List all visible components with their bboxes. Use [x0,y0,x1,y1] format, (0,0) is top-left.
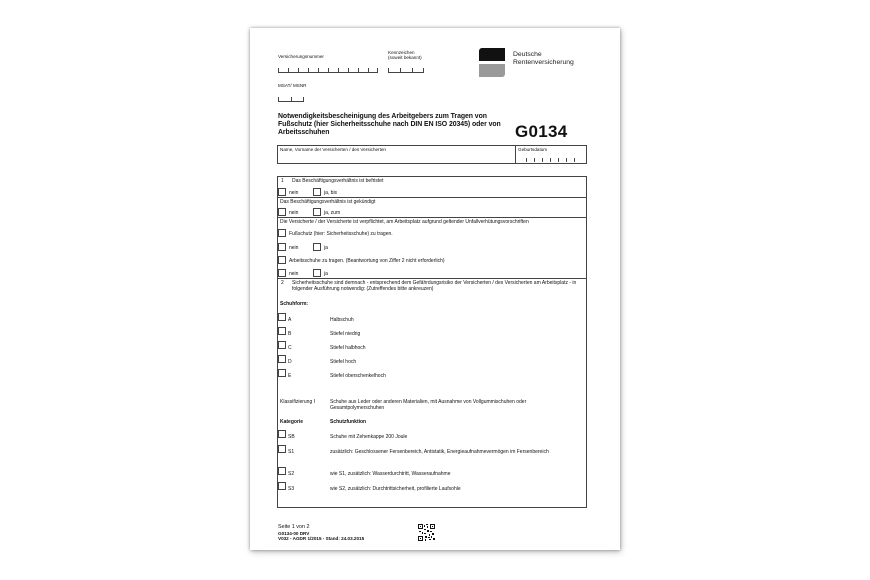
schuhform-c-checkbox[interactable] [278,341,286,349]
gekuendigt-nein-label: nein [289,210,299,216]
name-field-box[interactable] [277,145,587,164]
form-title: Notwendigkeitsbescheinigung des Arbeitgebers zum Tragen von Fußschutz (hier Sicherheitsschuhe nach DIN EN ISO 20345) oder von Arbeitsschuhen [278,113,501,136]
kategorie-label: Kategorie [280,419,304,425]
arbeitsschuhe-checkbox[interactable] [278,256,286,264]
kategorie-s2-code: S2 [288,471,295,477]
page-number: Seite 1 von 2 [278,524,310,530]
arbeitsschuhe-nein-label: nein [289,271,299,277]
section-1-number: 1 [281,178,284,184]
schuhform-a-checkbox[interactable] [278,313,286,321]
versicherungsnummer-label: Versicherungsnummer [278,54,324,59]
footer-code: G0134-00 DRV [278,531,310,536]
schuhform-a-code: A [288,317,292,323]
schuhform-a-desc: Halbschuh [330,317,354,323]
name-label: Name, Vorname der Versicherten / des Versicherten [280,147,386,152]
schuhform-b-checkbox[interactable] [278,327,286,335]
kategorie-s1-checkbox[interactable] [278,445,286,453]
divider [278,197,586,198]
section-divider [278,278,586,279]
schuhform-label: Schuhform: [280,301,309,307]
schuhform-c-desc: Stiefel halbhoch [330,345,366,351]
fussschutz-label: Fußschutz (hier: Sicherheitsschuhe) zu tragen. [289,231,393,237]
gekuendigt-label: Das Beschäftigungsverhältnis ist gekündigt [280,199,376,205]
kategorie-s3-checkbox[interactable] [278,482,286,490]
kategorie-s3-code: S3 [288,486,295,492]
befristet-ja-checkbox[interactable] [313,188,321,196]
drv-logo-top-icon [479,48,505,61]
form-sheet [250,28,620,550]
fussschutz-checkbox[interactable] [278,229,286,237]
schuhform-d-checkbox[interactable] [278,355,286,363]
kennzeichen-field[interactable] [388,65,424,73]
schuhform-d-code: D [288,359,292,365]
logo-line-1: Deutsche [513,51,542,58]
section-2-intro: Sicherheitsschuhe sind demnach - entsprechend dem Gefährdungsrisiko der Versicherten / des Versicherten am Arbeitsplatz - in folgender Ausführung notwendig: (Zutreffendes bitte ankreuzen) [292,280,577,292]
befristet-nein-checkbox[interactable] [278,188,286,196]
msat-field[interactable] [278,94,304,102]
kategorie-s1-code: S1 [288,449,295,455]
kategorie-sb-checkbox[interactable] [278,430,286,438]
qr-code-icon [418,524,435,541]
kategorie-s1-desc: zusätzlich: Geschlossener Fersenbereich, Antistatik, Energieaufnahmevermögen im Fersenbereich [330,449,549,455]
drv-logo-bottom-icon [479,64,505,77]
fussschutz-ja-label: ja [324,245,328,251]
arbeitsschuhe-label: Arbeitsschuhe zu tragen. (Beantwortung von Ziffer 2 nicht erforderlich) [289,258,445,264]
geburtsdatum-field[interactable] [518,154,584,162]
arbeitsschuhe-ja-checkbox[interactable] [313,269,321,277]
schuhform-c-code: C [288,345,292,351]
kategorie-s2-desc: wie S1, zusätzlich: Wasserdurchtritt, Wasseraufnahme [330,471,451,477]
befristet-ja-bis-label: ja, bis [324,190,338,196]
geburtsdatum-label: Geburtsdatum [518,147,548,152]
arbeitsschuhe-ja-label: ja [324,271,328,277]
schuhform-b-code: B [288,331,292,337]
schuhform-e-desc: Stiefel oberschenkelhoch [330,373,386,379]
logo-line-2: Rentenversicherung [513,58,574,66]
befristet-nein-label: nein [289,190,299,196]
kennzeichen-label: Kennzeichen [388,50,415,55]
schuhform-d-desc: Stiefel hoch [330,359,357,365]
footer-stand: V032 - AGDR 1/2015 - Stand: 24.03.2015 [278,536,365,541]
kategorie-s2-checkbox[interactable] [278,467,286,475]
gekuendigt-ja-checkbox[interactable] [313,208,321,216]
section-2-number: 2 [281,280,284,286]
kategorie-s3-desc: wie S2, zusätzlich: Durchtrittsicherheit, profilierte Laufsohle [330,486,461,492]
form-code: G0134 [515,122,568,141]
klassifizierung-label: Klassifizierung I [280,399,316,405]
arbeitsschuhe-nein-checkbox[interactable] [278,269,286,277]
schuhform-e-code: E [288,373,292,379]
befristet-label: Das Beschäftigungsverhältnis ist befristet [292,178,384,184]
fussschutz-ja-checkbox[interactable] [313,243,321,251]
kategorie-sb-code: SB [288,434,295,440]
main-form-box [277,176,587,508]
versicherungsnummer-field[interactable] [278,65,378,73]
kennzeichen-sub-label: (soweit bekannt) [388,55,422,60]
gekuendigt-nein-checkbox[interactable] [278,208,286,216]
fussschutz-nein-label: nein [289,245,299,251]
schuhform-e-checkbox[interactable] [278,369,286,377]
verpflichtet-label: Die Versicherte / der Versicherte ist verpflichtet, am Arbeitsplatz aufgrund geltender Unfallverhütungsvorschriften [280,219,529,225]
msat-label: MSAT/ MSNR [278,83,307,88]
gekuendigt-ja-zum-label: ja, zum [324,210,341,216]
klassifizierung-text: Schuhe aus Leder oder anderen Materialien, mit Ausnahme von Vollgummischuhen oder Gesamtpolymerschuhen [330,399,527,411]
name-divider [515,146,516,163]
schutzfunktion-label: Schutzfunktion [330,419,367,425]
fussschutz-nein-checkbox[interactable] [278,243,286,251]
divider [278,217,586,218]
schuhform-b-desc: Stiefel niedrig [330,331,361,337]
drv-logo-text [513,51,574,67]
kategorie-sb-desc: Schuhe mit Zehenkappe 200 Joule [330,434,408,440]
